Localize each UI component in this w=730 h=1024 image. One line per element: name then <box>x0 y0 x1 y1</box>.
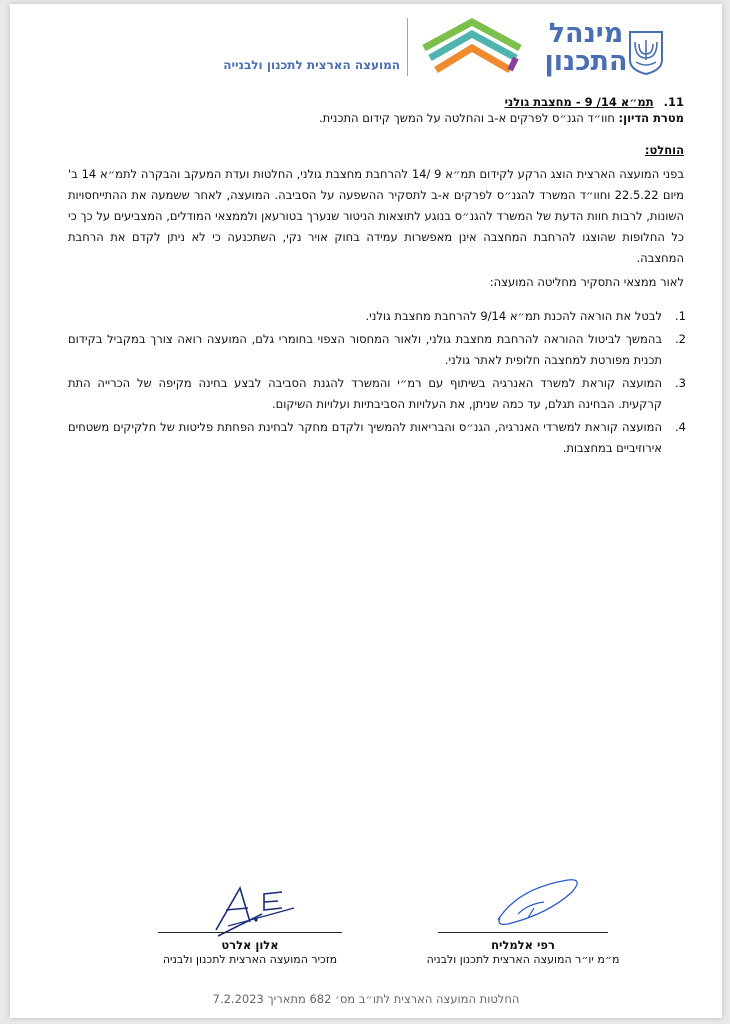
left-signature-icon <box>198 882 308 938</box>
list-item <box>68 329 686 371</box>
list-item <box>68 306 686 327</box>
list-item-text: לבטל את הוראה להכנת תמ״א 9/14 להרחבת מחצבת גולני. <box>365 309 662 323</box>
left-signatory-role: מזכיר המועצה הארצית לתכנון ולבניה <box>162 953 338 966</box>
list-item <box>68 373 686 415</box>
purpose-text: חוו״ד הגנ״ס לפרקים א-ב והחלטה על המשך קידום התכנית. <box>319 111 615 125</box>
purpose-label: מטרת הדיון: <box>618 111 684 125</box>
list-item-number: 2. <box>675 332 686 346</box>
list-item-text: המועצה קוראת למשרד האנרגיה בשיתוף עם רמ״י והמשרד להגנת הסביבה לבצע בחינה מקיפה של הכרייה התת קרקעית. הבחינה תגלם, עד כמה שניתן, את העלויות הסביבתיות ועלויות השיקום. <box>68 376 662 411</box>
council-tagline: המועצה הארצית לתכנון ולבנייה <box>223 58 400 72</box>
findings-line: לאור ממצאי התסקיר מחליטה המועצה: <box>489 275 684 289</box>
left-signatory-name: אלון אלרט <box>221 938 279 952</box>
logo-line-1: מינהל <box>548 18 624 49</box>
list-item-number: 3. <box>675 376 686 390</box>
item-title: תמ״א 14/ 9 - מחצבת גולני <box>504 95 654 109</box>
header-divider <box>407 18 408 76</box>
list-item <box>68 417 686 459</box>
document-page <box>10 4 722 1018</box>
list-item-text: בהמשך לביטול ההוראה להרחבת מחצבת גולני, ולאור המחסור הצפוי בחומרי גלם, המועצה רואה צורך במקביל בקידום תכנית מפורטת למחצבה חלופית לאתר גולני. <box>68 332 662 367</box>
page-footer: החלטות המועצה הארצית לתו״ב מס׳ 682 מתאריך 7.2.2023 <box>212 992 520 1006</box>
left-signature-line <box>158 932 342 933</box>
right-signature-icon <box>488 874 588 934</box>
decision-label: הוחלט: <box>644 143 684 157</box>
right-signatory-name: רפי אלמליח <box>491 938 555 952</box>
item-number: 11. <box>663 95 684 109</box>
right-signature-line <box>438 932 608 933</box>
decision-paragraph: בפני המועצה הארצית הוצג הרקע לקידום תמ״א 9 /14 להרחבת מחצבת גולני, החלטות ועדת המעקב והבקרה לתמ״א 14 ב' מיום 22.5.22 וחוו״ד המשרד להגנ״ס לפרקים א-ב לתסקיר ההשפעה על הסביבה. המועצה, לאחר ששמעה את ההתייחסויות השונות, לרבות חוות הדעת של המשרד להגנ״ס בנוגע לתוצאות הניטור שנערך בטורעאן ולממצאי המודלים, המצביעים על כך כי כל החלופות שהוצגו להרחבת המחצבה אינן מאפשרות עמידה בחוק אויר נקי, השתכנעה כי לא ניתן לקדם את הרחבת המחצבה. <box>68 167 684 265</box>
right-signatory-role: מ״מ יו״ר המועצה הארצית לתכנון ולבניה <box>426 953 620 966</box>
decision-items-list <box>68 306 686 461</box>
list-item-number: 4. <box>675 420 686 434</box>
planning-administration-logo <box>530 20 642 76</box>
planning-house-logo-icon <box>420 18 526 76</box>
discussion-purpose <box>319 108 684 129</box>
logo-line-2: התכנון <box>544 46 628 77</box>
list-item-number: 1. <box>675 309 686 323</box>
list-item-text: המועצה קוראת למשרדי האנרגיה, הגנ״ס והבריאות להמשיך ולקדם מחקר לבחינת הפחתת פליטות של חלקיקים משטחים אירוזיביים במחצבות. <box>68 420 662 455</box>
